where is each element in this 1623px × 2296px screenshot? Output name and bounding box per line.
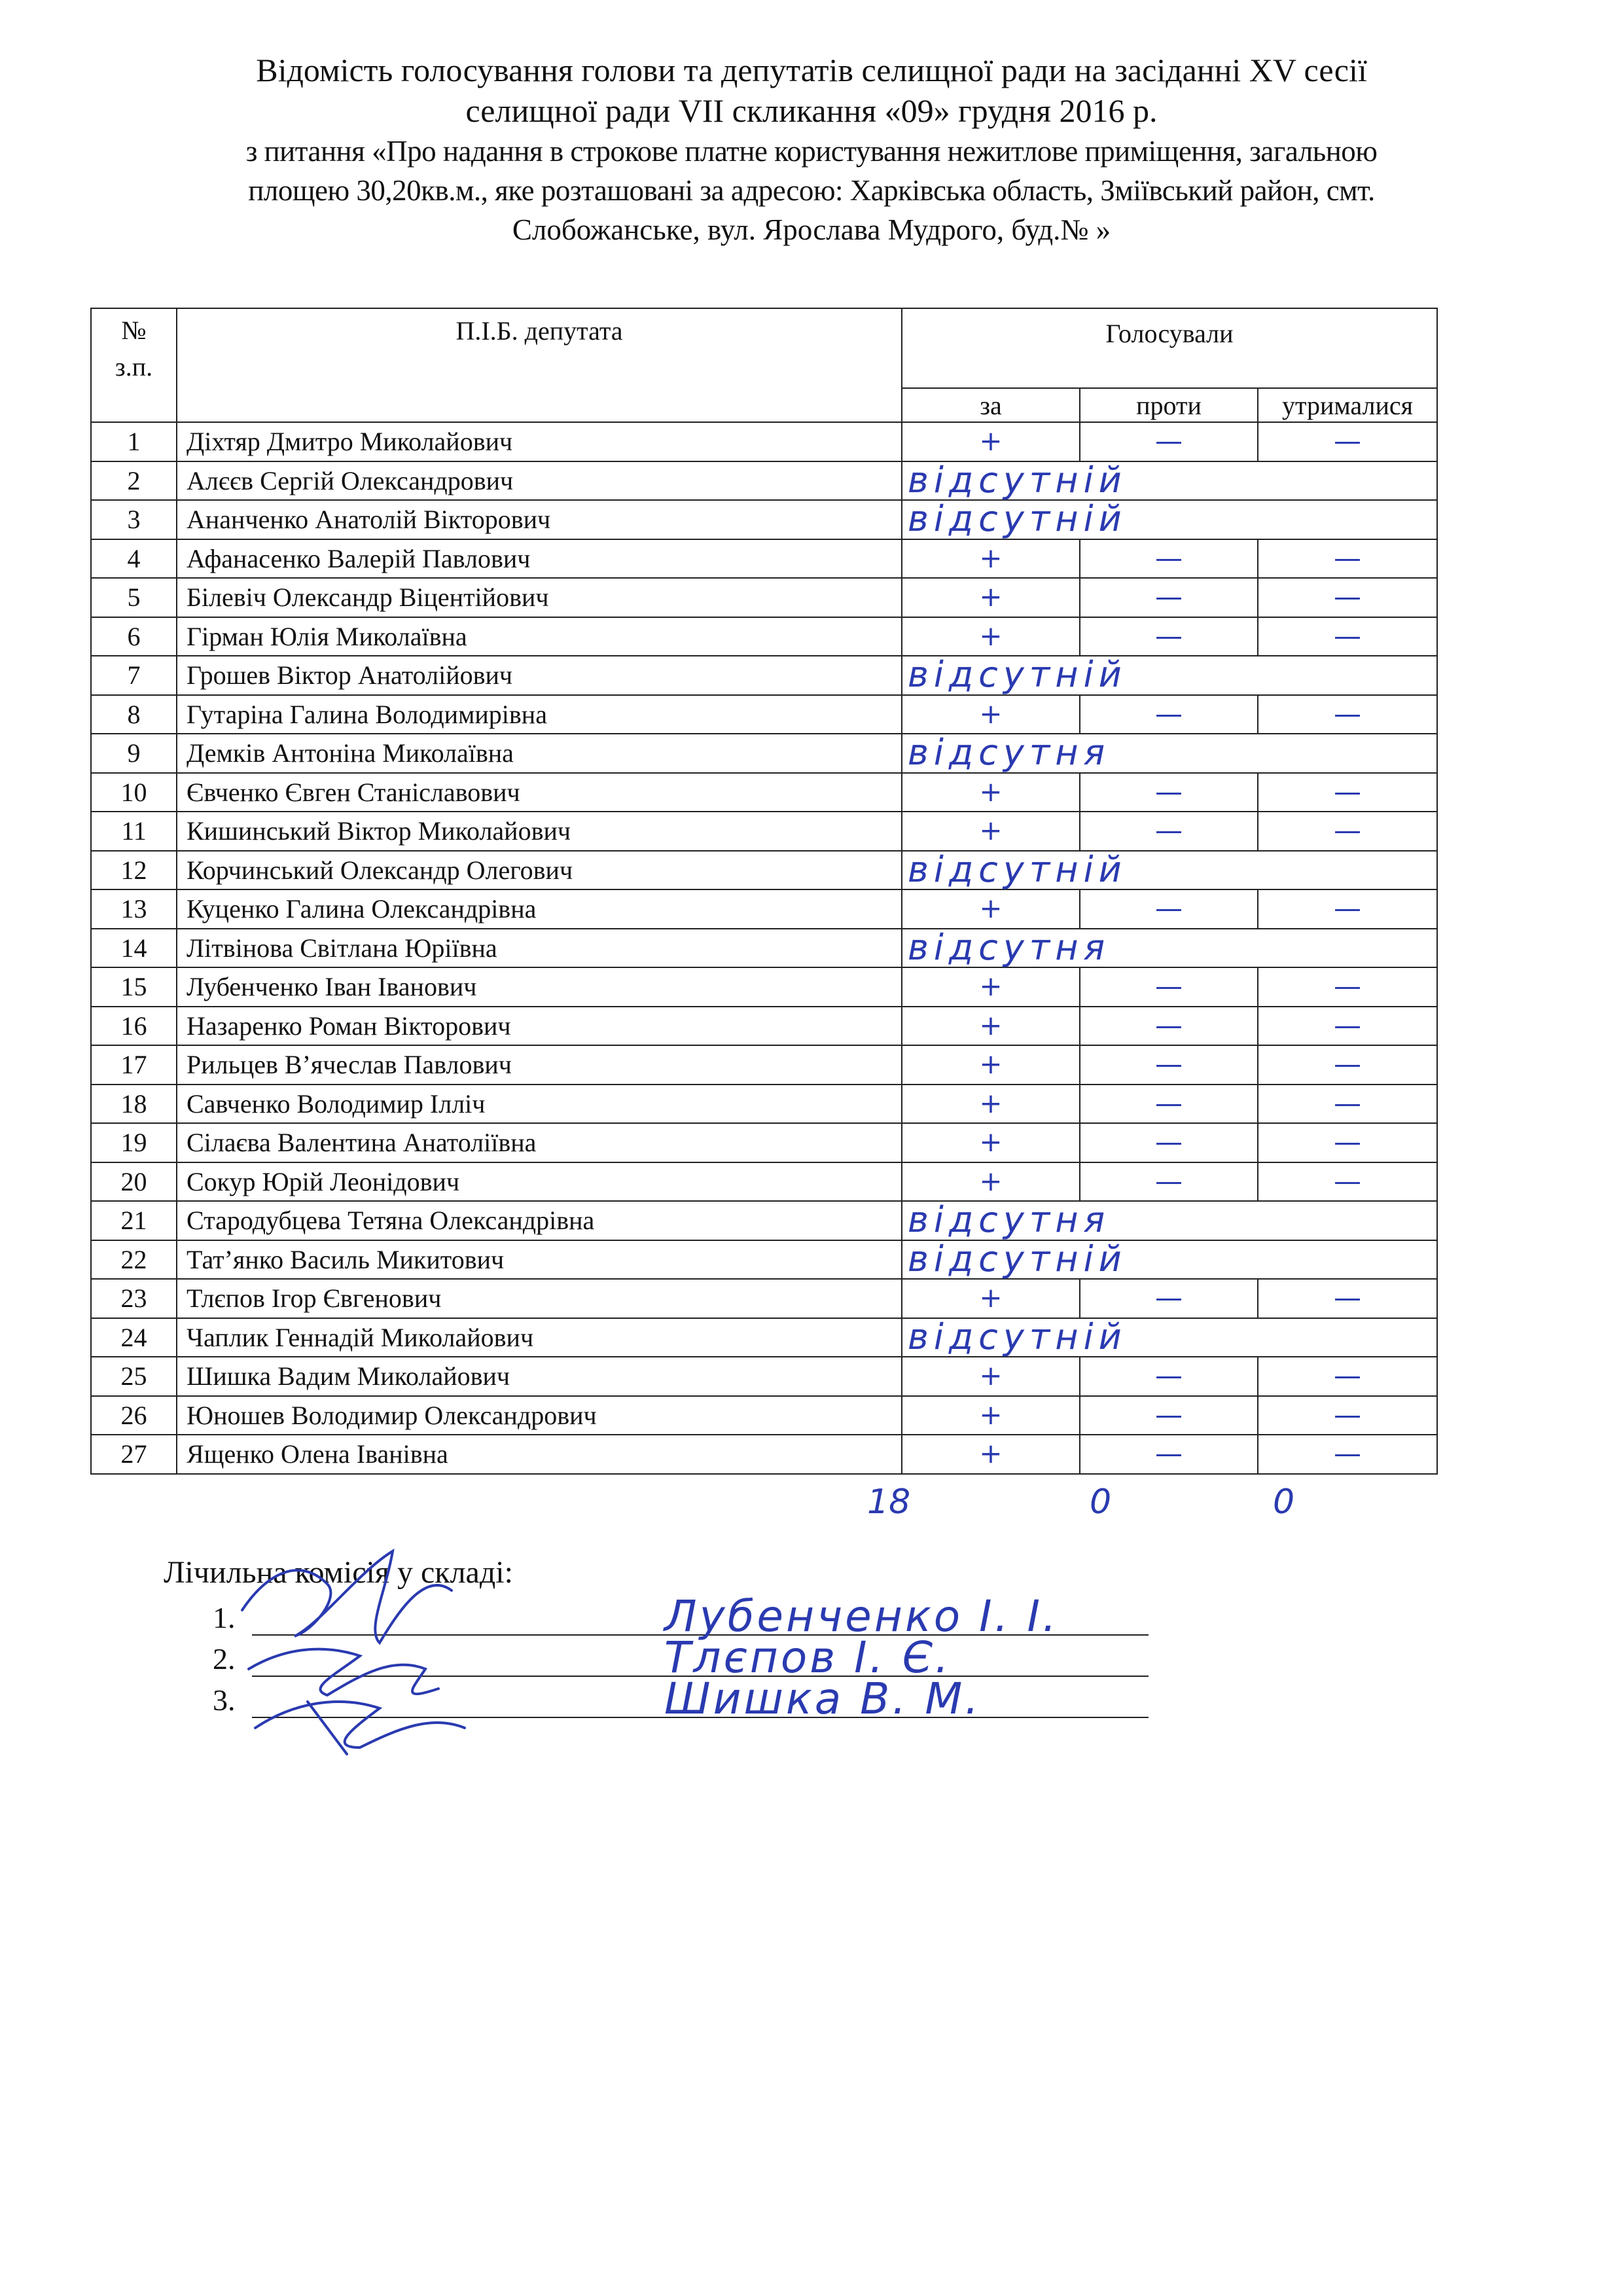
- vote-mark: —: [1334, 697, 1361, 730]
- row-number: 24: [91, 1318, 177, 1357]
- table-row: [91, 1240, 1437, 1280]
- vote-for: [902, 1357, 1080, 1396]
- vote-totals: [0, 1482, 1623, 1535]
- vote-against: [1080, 695, 1258, 734]
- deputy-name: Чаплик Геннадій Миколайович: [177, 1318, 902, 1357]
- table-row: [91, 889, 1437, 929]
- vote-against: [1080, 889, 1258, 929]
- member-name: Шишка В. М.: [664, 1674, 982, 1724]
- deputy-name: Гірман Юлія Миколаївна: [177, 617, 902, 656]
- vote-mark: +: [979, 1009, 1003, 1041]
- vote-for: [902, 1162, 1080, 1202]
- vote-mark: +: [979, 1086, 1003, 1119]
- deputy-name: Савченко Володимир Ілліч: [177, 1085, 902, 1124]
- vote-mark: —: [1334, 775, 1361, 808]
- table-row: [91, 1435, 1437, 1474]
- row-number: 16: [91, 1007, 177, 1046]
- deputy-name: Демків Антоніна Миколаївна: [177, 734, 902, 773]
- vote-mark: —: [1155, 1048, 1183, 1081]
- row-number: 11: [91, 812, 177, 851]
- vote-abstained: [1258, 967, 1437, 1007]
- vote-against: [1080, 773, 1258, 812]
- vote-abstained: [1258, 1045, 1437, 1085]
- vote-abstained: [1258, 578, 1437, 617]
- vote-abstained: [1258, 773, 1437, 812]
- deputy-name: Куценко Галина Олександрівна: [177, 889, 902, 929]
- header-against: проти: [1080, 388, 1258, 422]
- row-number: 27: [91, 1435, 177, 1474]
- vote-against: [1080, 1279, 1258, 1318]
- vote-against: [1080, 1085, 1258, 1124]
- vote-mark: —: [1334, 1048, 1361, 1081]
- vote-mark: —: [1155, 892, 1183, 925]
- deputy-name: Шишка Вадим Миколайович: [177, 1357, 902, 1396]
- vote-for: [902, 695, 1080, 734]
- absent-note: відсутній: [908, 1316, 1127, 1357]
- vote-for: [902, 422, 1080, 461]
- table-row: [91, 1085, 1437, 1124]
- table-row: [91, 1396, 1437, 1435]
- row-number: 19: [91, 1123, 177, 1162]
- absent-cell: [902, 848, 1437, 890]
- vote-mark: —: [1155, 1126, 1183, 1158]
- vote-mark: —: [1334, 970, 1361, 1003]
- vote-mark: +: [979, 541, 1003, 574]
- vote-mark: —: [1155, 619, 1183, 652]
- vote-abstained: [1258, 1123, 1437, 1162]
- table-row: [91, 773, 1437, 812]
- deputy-name: Тат’янко Василь Микитович: [177, 1240, 902, 1280]
- vote-for: [902, 1279, 1080, 1318]
- table-row: [91, 1357, 1437, 1396]
- deputy-name: Назаренко Роман Вікторович: [177, 1007, 902, 1046]
- vote-mark: —: [1155, 1437, 1183, 1470]
- row-number: 23: [91, 1279, 177, 1318]
- row-number: 10: [91, 773, 177, 812]
- vote-mark: +: [979, 1398, 1003, 1431]
- table-row: [91, 461, 1437, 501]
- vote-mark: —: [1334, 1359, 1361, 1392]
- vote-abstained: [1258, 889, 1437, 929]
- deputy-name: Літвінова Світлана Юріївна: [177, 929, 902, 968]
- vote-for: [902, 1123, 1080, 1162]
- deputy-name: Ященко Олена Іванівна: [177, 1435, 902, 1474]
- vote-against: [1080, 422, 1258, 461]
- vote-mark: —: [1155, 775, 1183, 808]
- deputy-name: Рильцев В’ячеслав Павлович: [177, 1045, 902, 1085]
- table-row: [91, 539, 1437, 579]
- absent-note: відсутній: [908, 459, 1127, 501]
- table-row: [91, 695, 1437, 734]
- table-row: [91, 656, 1437, 695]
- table-row: [91, 851, 1437, 890]
- vote-mark: —: [1334, 1086, 1361, 1119]
- vote-against: [1080, 812, 1258, 851]
- row-number: 22: [91, 1240, 177, 1280]
- vote-for: [902, 578, 1080, 617]
- vote-against: [1080, 1396, 1258, 1435]
- vote-mark: —: [1334, 892, 1361, 925]
- subject-line-1: з питання «Про надання в строкове платне користування нежитлове приміщення, загальною: [245, 135, 1378, 168]
- row-number: 7: [91, 656, 177, 695]
- row-number: 4: [91, 539, 177, 579]
- vote-mark: —: [1155, 697, 1183, 730]
- vote-abstained: [1258, 617, 1437, 656]
- row-number: 25: [91, 1357, 177, 1396]
- table-row: [91, 578, 1437, 617]
- vote-for: [902, 1396, 1080, 1435]
- header-name-label: П.І.Б. депутата: [455, 316, 623, 346]
- vote-for: [902, 1007, 1080, 1046]
- table-row: [91, 1279, 1437, 1318]
- vote-mark: +: [979, 1282, 1003, 1314]
- signature-2: [249, 1649, 438, 1695]
- row-number: 12: [91, 851, 177, 890]
- title-line-1: Відомість голосування голови та депутатів селищної ради на засіданні XV сесії: [256, 52, 1367, 88]
- absent-note: відсутній: [908, 498, 1127, 539]
- vote-for: [902, 889, 1080, 929]
- vote-abstained: [1258, 695, 1437, 734]
- vote-for: [902, 539, 1080, 579]
- absent-cell: [902, 656, 1437, 695]
- total-against: 0: [1090, 1482, 1112, 1522]
- absent-note: відсутня: [908, 732, 1111, 773]
- deputy-name: Афанасенко Валерій Павлович: [177, 539, 902, 579]
- absent-cell: [902, 926, 1437, 968]
- header-abstained: утрималися: [1258, 388, 1437, 422]
- absent-cell: [902, 1318, 1437, 1357]
- header-number-symbol: №: [121, 315, 147, 345]
- table-row: [91, 812, 1437, 851]
- header-number: [91, 308, 177, 422]
- vote-mark: —: [1334, 1282, 1361, 1314]
- subject-line-3: Слобожанське, вул. Ярослава Мудрого, буд.№ »: [512, 213, 1111, 246]
- table-row: [91, 422, 1437, 461]
- vote-against: [1080, 967, 1258, 1007]
- signature-3: [255, 1702, 465, 1754]
- header-voted: [902, 308, 1437, 388]
- member-number: 1.: [213, 1601, 236, 1634]
- vote-for: [902, 812, 1080, 851]
- vote-abstained: [1258, 422, 1437, 461]
- vote-mark: —: [1155, 1086, 1183, 1119]
- vote-mark: +: [979, 1126, 1003, 1158]
- member-name: Тлєпов І. Є.: [664, 1632, 952, 1683]
- row-number: 6: [91, 617, 177, 656]
- vote-mark: —: [1155, 1009, 1183, 1041]
- vote-mark: —: [1334, 425, 1361, 457]
- vote-mark: —: [1155, 581, 1183, 613]
- row-number: 17: [91, 1045, 177, 1085]
- absent-cell: [902, 1240, 1437, 1280]
- row-number: 18: [91, 1085, 177, 1124]
- vote-mark: —: [1155, 1359, 1183, 1392]
- deputy-name: Білевіч Олександр Віцентійович: [177, 578, 902, 617]
- vote-mark: +: [979, 1437, 1003, 1470]
- absent-note: відсутній: [908, 1238, 1127, 1280]
- row-number: 9: [91, 734, 177, 773]
- member-number: 3.: [213, 1683, 236, 1717]
- absent-note: відсутній: [908, 848, 1127, 890]
- title-line-2: селищної ради VII скликання «09» грудня 2016 р.: [465, 92, 1158, 129]
- deputy-name: Сокур Юрій Леонідович: [177, 1162, 902, 1202]
- absent-cell: [902, 1201, 1437, 1240]
- vote-mark: —: [1155, 541, 1183, 574]
- table-row: [91, 1201, 1437, 1240]
- absent-note: відсутня: [908, 926, 1111, 968]
- total-for: 18: [867, 1482, 911, 1522]
- header-for: за: [902, 388, 1080, 422]
- table-row: [91, 967, 1437, 1007]
- deputy-name: Лубенченко Іван Іванович: [177, 967, 902, 1007]
- deputy-name: Діхтяр Дмитро Миколайович: [177, 422, 902, 461]
- vote-for: [902, 773, 1080, 812]
- vote-mark: —: [1155, 814, 1183, 847]
- table-row: [91, 1007, 1437, 1046]
- vote-abstained: [1258, 1396, 1437, 1435]
- vote-mark: —: [1334, 1437, 1361, 1470]
- vote-mark: +: [979, 970, 1003, 1003]
- row-number: 1: [91, 422, 177, 461]
- vote-mark: +: [979, 425, 1003, 457]
- row-number: 14: [91, 929, 177, 968]
- row-number: 3: [91, 500, 177, 539]
- vote-mark: —: [1334, 1164, 1361, 1197]
- vote-against: [1080, 578, 1258, 617]
- vote-mark: —: [1155, 970, 1183, 1003]
- absent-note: відсутній: [908, 654, 1127, 695]
- vote-mark: —: [1334, 619, 1361, 652]
- vote-against: [1080, 1357, 1258, 1396]
- row-number: 13: [91, 889, 177, 929]
- vote-against: [1080, 539, 1258, 579]
- absent-cell: [902, 461, 1437, 501]
- vote-abstained: [1258, 1085, 1437, 1124]
- vote-mark: +: [979, 1359, 1003, 1392]
- commission-label: Лічильна комісія у складі:: [164, 1555, 513, 1590]
- vote-mark: +: [979, 697, 1003, 730]
- vote-abstained: [1258, 1162, 1437, 1202]
- deputy-name: Алєєв Сергій Олександрович: [177, 461, 902, 501]
- row-number: 8: [91, 695, 177, 734]
- absent-cell: [902, 734, 1437, 773]
- vote-for: [902, 1045, 1080, 1085]
- table-row: [91, 617, 1437, 656]
- table-row: [91, 734, 1437, 773]
- deputy-name: Сілаєва Валентина Анатоліївна: [177, 1123, 902, 1162]
- row-number: 15: [91, 967, 177, 1007]
- deputy-name: Грошев Віктор Анатолійович: [177, 656, 902, 695]
- deputy-name: Юношев Володимир Олександрович: [177, 1396, 902, 1435]
- header-voted-label: Голосували: [1105, 319, 1234, 348]
- row-number: 21: [91, 1201, 177, 1240]
- vote-mark: +: [979, 1048, 1003, 1081]
- deputy-name: Корчинський Олександр Олегович: [177, 851, 902, 890]
- vote-mark: —: [1155, 1282, 1183, 1314]
- deputy-name: Гутаріна Галина Володимирівна: [177, 695, 902, 734]
- vote-for: [902, 967, 1080, 1007]
- vote-abstained: [1258, 1007, 1437, 1046]
- header-number-abbr: з.п.: [115, 352, 153, 382]
- deputy-name: Євченко Євген Станіславович: [177, 773, 902, 812]
- vote-mark: —: [1155, 425, 1183, 457]
- signature-1: [242, 1551, 452, 1643]
- deputy-name: Тлєпов Ігор Євгенович: [177, 1279, 902, 1318]
- vote-abstained: [1258, 1279, 1437, 1318]
- vote-against: [1080, 1045, 1258, 1085]
- vote-mark: —: [1334, 814, 1361, 847]
- vote-mark: +: [979, 775, 1003, 808]
- vote-mark: —: [1334, 1398, 1361, 1431]
- member-name: Лубенченко І. І.: [664, 1591, 1059, 1641]
- row-number: 26: [91, 1396, 177, 1435]
- vote-abstained: [1258, 1357, 1437, 1396]
- vote-mark: —: [1155, 1164, 1183, 1197]
- row-number: 2: [91, 461, 177, 501]
- deputy-name: Ананченко Анатолій Вікторович: [177, 500, 902, 539]
- table-row: [91, 1123, 1437, 1162]
- row-number: 5: [91, 578, 177, 617]
- absent-note: відсутня: [908, 1199, 1111, 1240]
- vote-for: [902, 1435, 1080, 1474]
- row-number: 20: [91, 1162, 177, 1202]
- deputy-name: Стародубцева Тетяна Олександрівна: [177, 1201, 902, 1240]
- voting-table-body: [91, 422, 1437, 1474]
- table-row: [91, 1162, 1437, 1202]
- deputy-name: Кишинський Віктор Миколайович: [177, 812, 902, 851]
- table-row: [91, 929, 1437, 968]
- vote-against: [1080, 1007, 1258, 1046]
- vote-mark: +: [979, 581, 1003, 613]
- vote-mark: —: [1334, 581, 1361, 613]
- table-row: [91, 1318, 1437, 1357]
- vote-mark: —: [1334, 1126, 1361, 1158]
- handwritten-signatures: [229, 1532, 543, 1767]
- vote-for: [902, 1085, 1080, 1124]
- vote-mark: +: [979, 892, 1003, 925]
- vote-against: [1080, 1435, 1258, 1474]
- vote-against: [1080, 617, 1258, 656]
- subject-line-2: площею 30,20кв.м., яке розташовані за адресою: Харківська область, Зміївський район, смт.: [248, 174, 1375, 207]
- vote-against: [1080, 1123, 1258, 1162]
- vote-against: [1080, 1162, 1258, 1202]
- member-number: 2.: [213, 1642, 236, 1676]
- vote-mark: —: [1155, 1398, 1183, 1431]
- table-row: [91, 500, 1437, 539]
- vote-for: [902, 617, 1080, 656]
- vote-mark: —: [1334, 541, 1361, 574]
- vote-mark: +: [979, 1164, 1003, 1197]
- header-name: [177, 308, 902, 422]
- absent-cell: [902, 500, 1437, 539]
- voting-table: [90, 308, 1438, 1475]
- vote-abstained: [1258, 1435, 1437, 1474]
- total-abstained: 0: [1273, 1482, 1295, 1522]
- vote-mark: —: [1334, 1009, 1361, 1041]
- table-row: [91, 1045, 1437, 1085]
- vote-mark: +: [979, 814, 1003, 847]
- vote-mark: +: [979, 619, 1003, 652]
- vote-abstained: [1258, 539, 1437, 579]
- vote-abstained: [1258, 812, 1437, 851]
